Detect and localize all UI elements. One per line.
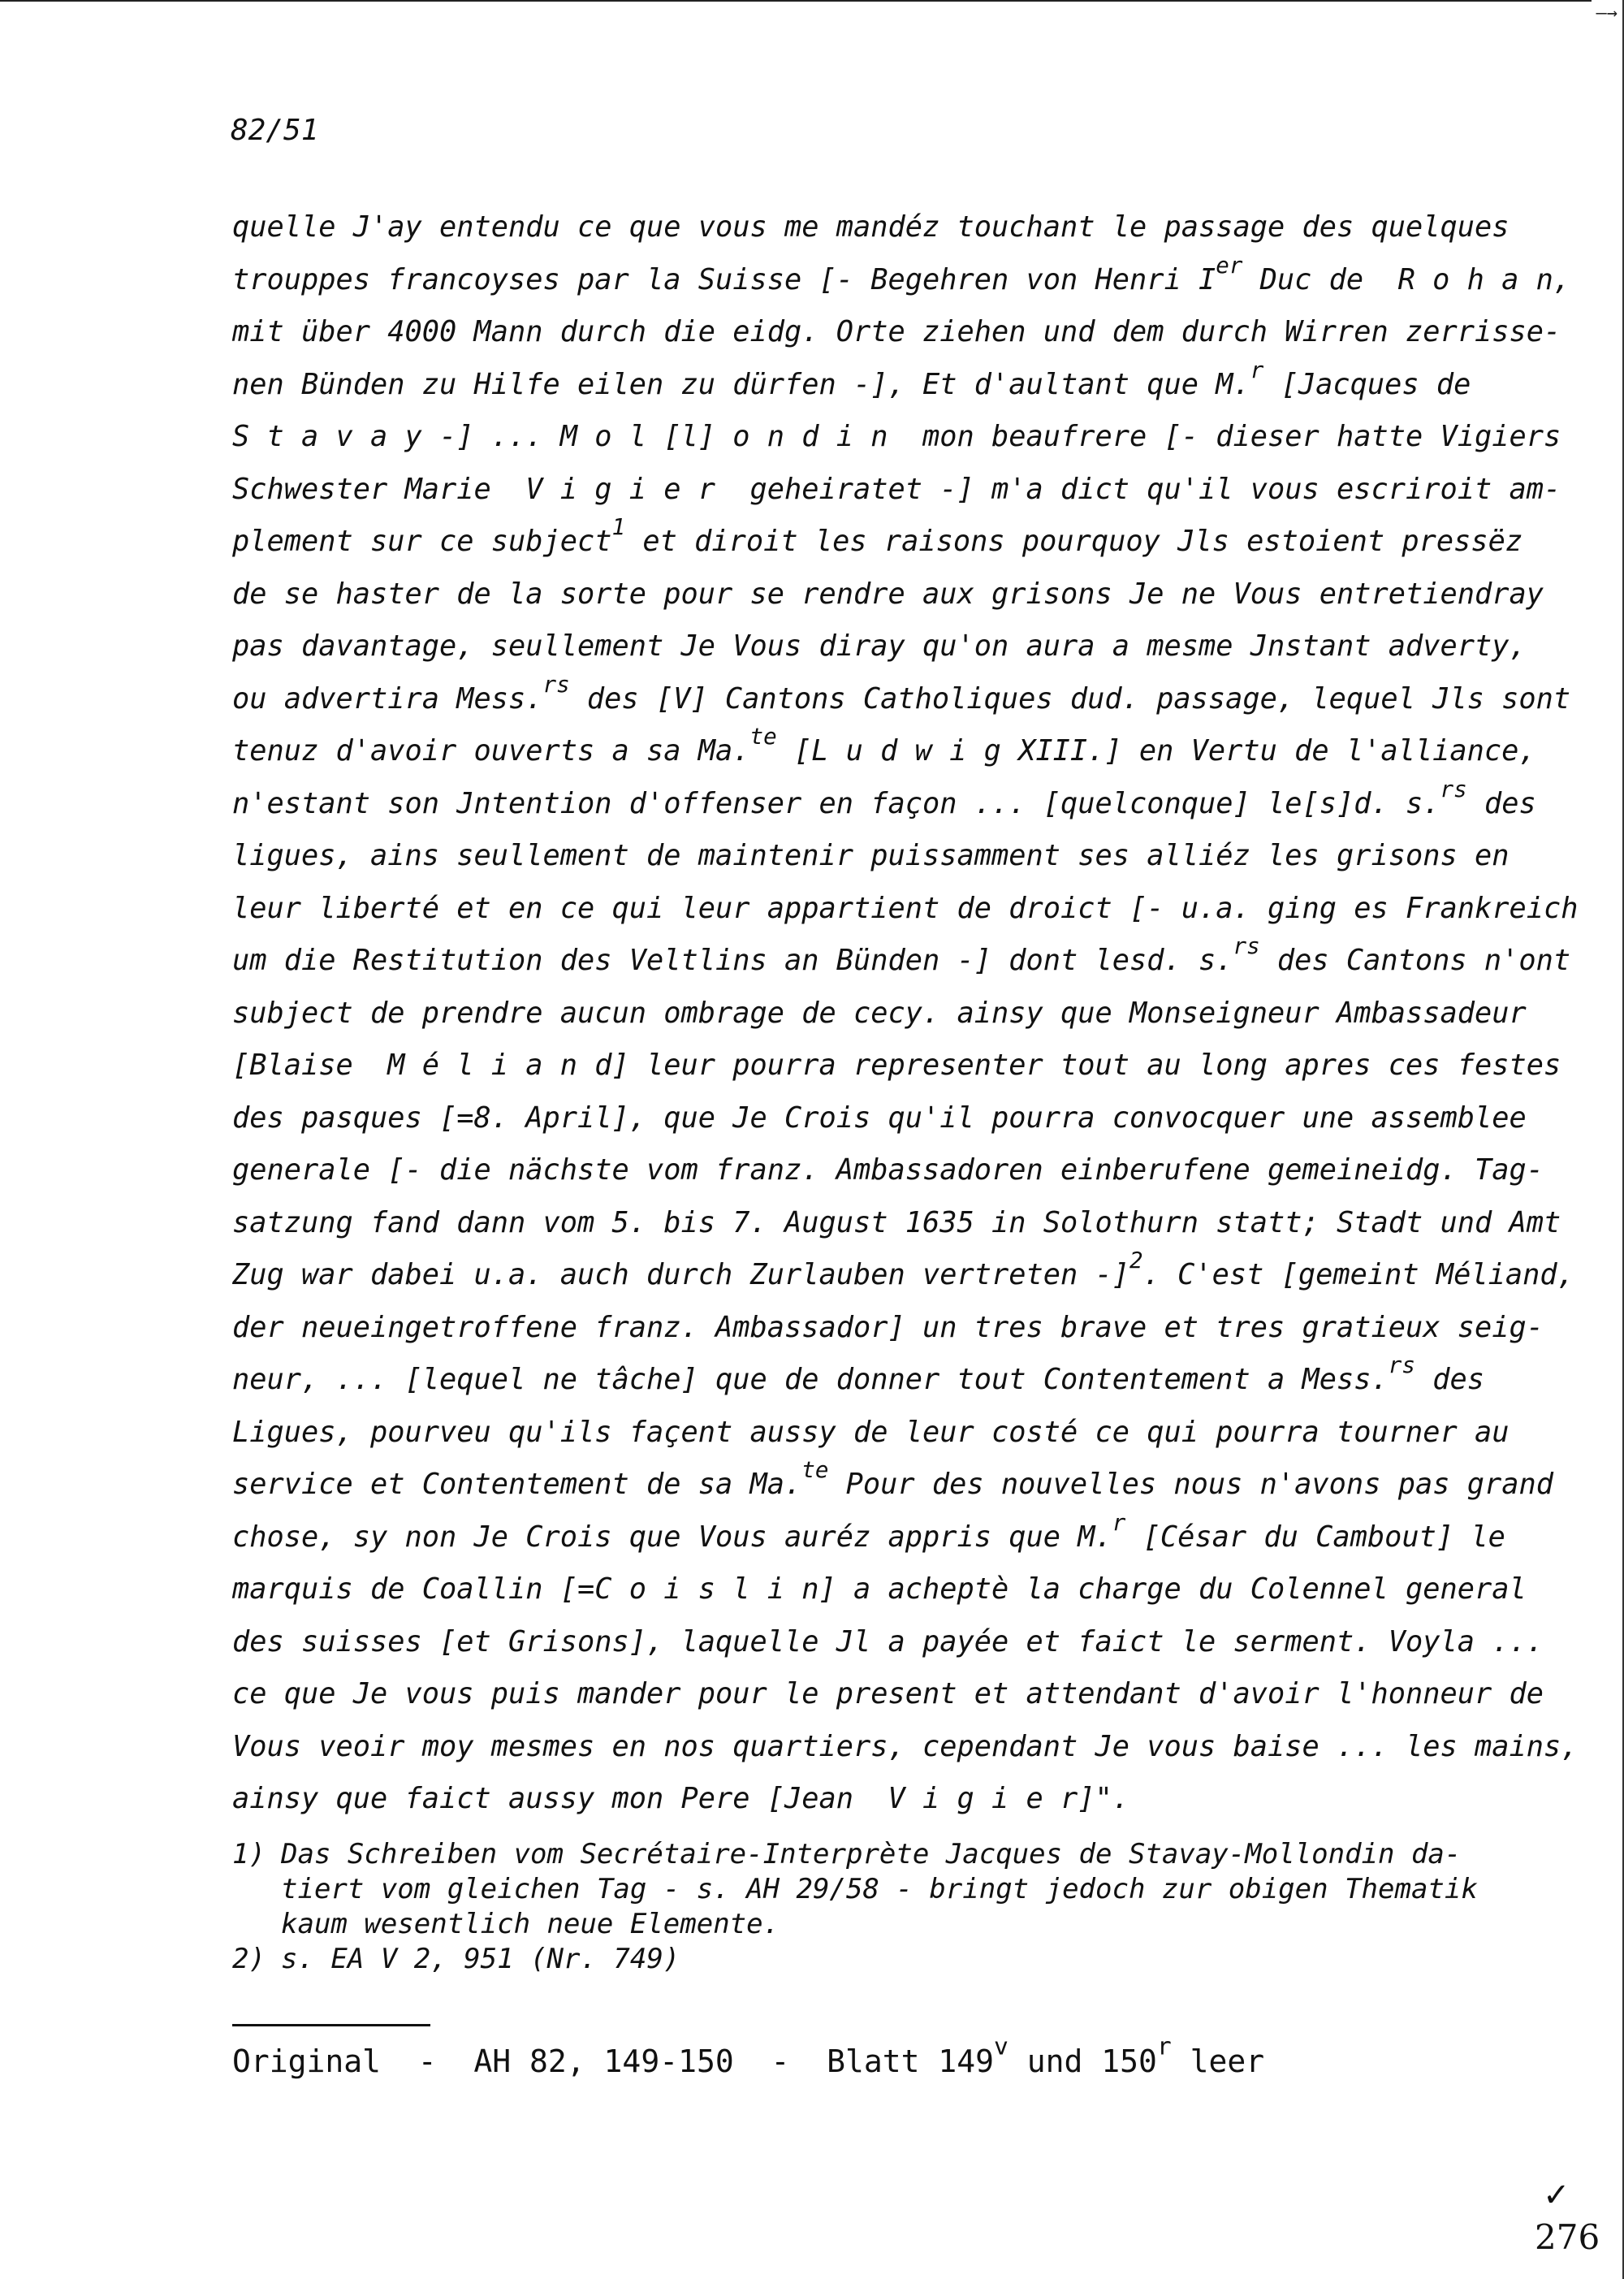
footnote-text <box>281 1837 1478 1942</box>
handwritten-archive-number: 276 <box>1535 2217 1600 2257</box>
body-line <box>232 988 1527 1040</box>
footnote-line: Das Schreiben vom Secrétaire-Interprète Jacques de Stavay-Mollondin da- <box>281 1838 1462 1870</box>
body-line <box>232 1354 1523 1407</box>
body-text-segment: n'estant son Jntention d'offenser en façon ... [quelconque] le[s]d. s. <box>232 786 1440 820</box>
page-number: 82/51 <box>231 114 319 147</box>
body-text-segment: pas davantage, seullement Je Vous diray qu'on aura a mesme Jnstant adverty, <box>232 629 1527 663</box>
body-text-segment: generale [- die nächste vom franz. Ambassadoren einberufene gemeineidg. Tag- <box>232 1153 1544 1187</box>
body-text-segment: mit über 4000 Mann durch die eidg. Orte ziehen und dem durch Wirren zerrisse- <box>232 315 1561 348</box>
footnote-line: tiert vom gleichen Tag - s. AH 29/58 - bringt jedoch zur obigen Thematik <box>281 1873 1478 1905</box>
body-line <box>232 1563 1527 1616</box>
body-text-segment: plement sur ce subject <box>232 525 612 558</box>
body-line <box>232 1773 1523 1826</box>
body-line <box>232 1302 1544 1355</box>
body-text-segment: S t a v a y -] ... M o l [l] o n d i n mon beaufrere [- dieser hatte Vigiers <box>232 420 1561 453</box>
superscript: 2 <box>1129 1248 1143 1274</box>
body-text-segment: des pasques [=8. April], que Je Crois qu'il pourra convocquer une assemblee <box>232 1101 1527 1135</box>
body-text-segment: ainsy que faict aussy mon Pere [Jean V i g i e r]". <box>232 1782 1130 1815</box>
body-line <box>232 1040 1561 1092</box>
footnote-line: kaum wesentlich neue Elemente. <box>281 1908 780 1940</box>
body-line <box>232 933 1571 988</box>
superscript: 1 <box>611 514 626 541</box>
body-text-segment: marquis de Coallin [=C o i s l i n] a acheptè la charge du Colennel general <box>232 1572 1527 1606</box>
footnote-number: 1) <box>232 1838 266 1870</box>
body-line <box>232 1511 1523 1564</box>
body-line <box>232 306 1561 359</box>
body-text-segment: . C'est [gemeint Méliand, <box>1142 1258 1574 1291</box>
body-text-segment: ligues, ains seullement de maintenir puissamment ses alliéz les grisons en <box>232 839 1510 872</box>
body-text-segment: et diroit les raisons pourquoy Jls estoient pressëz <box>625 525 1523 558</box>
body-line <box>232 671 1571 726</box>
body-text-segment: [L u d w i g XIII.] en Vertu de l'alliance, <box>776 734 1536 768</box>
body-text-segment: service et Contentement de sa Ma. <box>232 1468 802 1501</box>
body-line <box>232 1457 1553 1511</box>
body-text-segment: leur liberté et en ce qui leur appartient de droict [- u.a. ging es Frankreich <box>232 891 1579 925</box>
body-line <box>232 1407 1523 1460</box>
body-text-segment: quelle J'ay entendu ce que vous me mandéz touchant le passage des quelques <box>232 210 1510 244</box>
body-line <box>232 201 1523 254</box>
handwritten-check-mark: ✓ <box>1543 2177 1570 2214</box>
superscript: r <box>1250 357 1264 383</box>
body-text-segment: um die Restitution des Veltlins an Bünden -] dont lesd. s. <box>232 944 1233 977</box>
body-text-segment: subject de prendre aucun ombrage de cecy. ainsy que Monseigneur Ambassadeur <box>232 996 1527 1030</box>
footnote-separator-rule <box>232 2024 430 2026</box>
letter-body-text <box>232 201 1579 1826</box>
body-line <box>232 724 1536 778</box>
body-text-segment: [César du Cambout] le <box>1125 1520 1505 1554</box>
body-text-segment: ou advertira Mess. <box>232 681 543 716</box>
footnote-number: 2) <box>232 1943 266 1975</box>
superscript: te <box>749 724 777 750</box>
body-text-segment: tenuz d'avoir ouverts a sa Ma. <box>232 734 750 768</box>
page-top-border <box>0 0 1592 2</box>
body-text-segment: ce que Je vous puis mander pour le present et attendant d'avoir l'honneur de <box>232 1677 1544 1710</box>
body-text-segment: der neueingetroffene franz. Ambassador] un tres brave et tres gratieux seig- <box>232 1310 1544 1344</box>
superscript: rs <box>1440 776 1467 802</box>
body-line <box>232 1616 1544 1669</box>
superscript: rs <box>542 671 570 698</box>
body-line <box>232 1248 1574 1302</box>
superscript: er <box>1216 252 1243 279</box>
body-text-segment: nen Bünden zu Hilfe eilen zu dürfen -], Et d'aultant que M. <box>232 367 1250 401</box>
body-text-segment: des suisses [et Grisons], laquelle Jl a payée et faict le serment. Voyla ... <box>232 1624 1544 1658</box>
footnote-line: s. EA V 2, 951 (Nr. 749) <box>281 1943 680 1975</box>
body-line <box>232 464 1561 517</box>
body-line <box>232 359 1523 412</box>
body-text-segment: Duc de R o h a n, <box>1242 262 1571 296</box>
body-text-segment: Vous veoir moy mesmes en nos quartiers, cependant Je vous baise ... les mains, <box>232 1729 1579 1763</box>
body-text-segment: des <box>1415 1363 1484 1396</box>
body-text-segment: neur, ... [lequel ne tâche] que de donner tout Contentement a Mess. <box>232 1363 1389 1396</box>
body-text-segment: Pour des nouvelles nous n'avons pas grand <box>828 1468 1553 1501</box>
body-line <box>232 252 1571 307</box>
body-line <box>232 1721 1579 1774</box>
body-text-segment: des Cantons n'ont <box>1259 944 1571 977</box>
body-text-segment: Schwester Marie V i g i e r geheiratet -] m'a dict qu'il vous escriroit am- <box>232 472 1561 506</box>
corner-arrow-mark: —→ <box>1596 3 1618 24</box>
body-text-segment: Zug war dabei u.a. auch durch Zurlauben vertreten -] <box>232 1258 1130 1291</box>
body-text-segment: des [V] Cantons Catholiques dud. passage, lequel Jls sont <box>569 681 1571 716</box>
superscript: rs <box>1388 1352 1415 1379</box>
source-superscript-verso: v <box>994 2031 1009 2061</box>
body-line <box>232 1197 1561 1250</box>
body-text-segment: [Blaise M é l i a n d] leur pourra representer tout au long apres ces festes <box>232 1049 1561 1082</box>
footnote <box>232 1942 1531 1977</box>
body-line <box>232 516 1523 569</box>
body-text-segment: Ligues, pourveu qu'ils façent aussy de leur costé ce qui pourra tourner au <box>232 1415 1510 1449</box>
body-line <box>232 1144 1544 1197</box>
body-line <box>232 776 1536 831</box>
body-text-segment: des <box>1466 786 1536 820</box>
body-line <box>232 1668 1544 1721</box>
body-line <box>232 830 1523 883</box>
body-text-segment: satzung fand dann vom 5. bis 7. August 1635 in Solothurn statt; Stadt und Amt <box>232 1205 1561 1239</box>
source-reference-line <box>232 2031 1265 2086</box>
body-line <box>232 411 1561 464</box>
source-prefix: Original - AH 82, 149-150 - Blatt 149 <box>232 2043 994 2079</box>
body-text-segment: de se haster de la sorte pour se rendre aux grisons Je ne Vous entretiendray <box>232 577 1544 611</box>
body-text-segment: [Jacques de <box>1263 367 1471 401</box>
source-suffix: leer <box>1171 2043 1265 2079</box>
body-line <box>232 569 1544 621</box>
footnote-text <box>281 1942 680 1977</box>
source-superscript-recto: r <box>1156 2031 1172 2061</box>
superscript: rs <box>1233 933 1260 960</box>
footnote <box>232 1837 1531 1942</box>
footnotes-section <box>232 1837 1531 1977</box>
body-line <box>232 621 1527 673</box>
body-text-segment: trouppes francoyses par la Suisse [- Begehren von Henri I <box>232 262 1216 296</box>
body-text-segment: chose, sy non Je Crois que Vous auréz appris que M. <box>232 1520 1112 1554</box>
body-line <box>232 883 1579 936</box>
source-middle: und 150 <box>1008 2043 1157 2079</box>
body-line <box>232 1092 1527 1145</box>
superscript: te <box>801 1457 829 1484</box>
superscript: r <box>1112 1509 1126 1536</box>
